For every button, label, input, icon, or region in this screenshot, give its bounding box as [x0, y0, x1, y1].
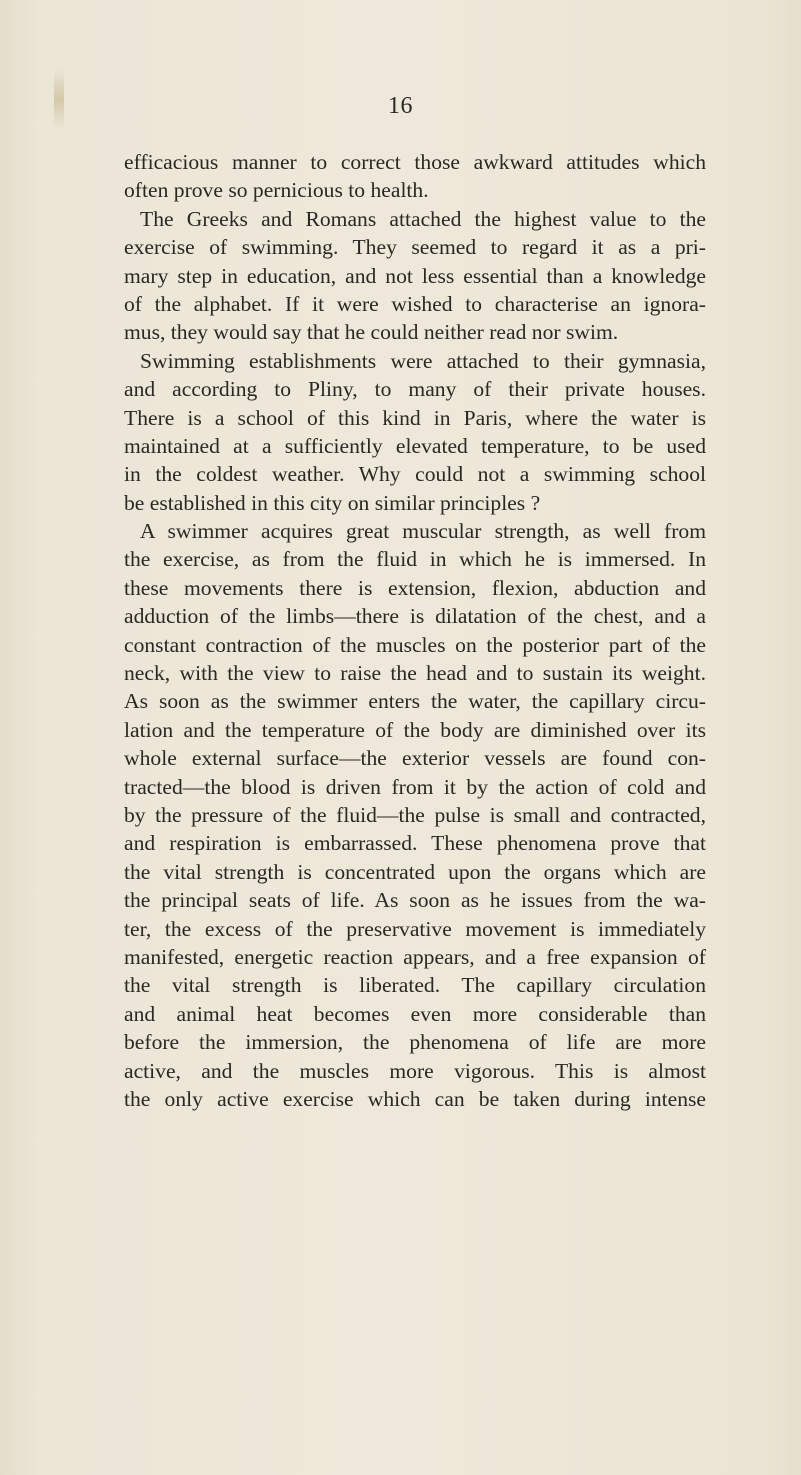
text-line: and respiration is embarrassed. These phenomena prove that	[124, 831, 706, 856]
text-line: constant contraction of the muscles on the posterior part of the	[124, 632, 706, 657]
text-line: the vital strength is concentrated upon the organs which are	[124, 859, 706, 884]
text-line: and animal heat becomes even more considerable than	[124, 1001, 706, 1026]
text-line: before the immersion, the phenomena of life are more	[124, 1030, 706, 1055]
text-line: lation and the temperature of the body are diminished over its	[124, 717, 706, 742]
text-line: adduction of the limbs—there is dilatation of the chest, and a	[124, 604, 706, 629]
text-line: efficacious manner to correct those awkward attitudes which	[124, 150, 706, 174]
text-line: neck, with the view to raise the head and to sustain its weight.	[124, 661, 706, 686]
text-line: by the pressure of the fluid—the pulse is small and contracted,	[124, 802, 706, 827]
text-line: maintained at a sufficiently elevated temperature, to be used	[124, 433, 706, 458]
text-line: these movements there is extension, flexion, abduction and	[124, 575, 706, 600]
text-line: As soon as the swimmer enters the water, the capillary circu-	[124, 689, 706, 714]
text-line: tracted—the blood is driven from it by the action of cold and	[124, 774, 706, 799]
text-line: mus, they would say that he could neither read nor swim.	[124, 320, 619, 345]
text-line: in the coldest weather. Why could not a swimming school	[124, 462, 706, 487]
text-line: There is a school of this kind in Paris, where the water is	[124, 405, 706, 430]
text-line: Swimming establishments were attached to their gymnasia,	[140, 348, 706, 373]
text-line: active, and the muscles more vigorous. This is almost	[124, 1058, 706, 1083]
text-line: the exercise, as from the fluid in which he is immersed. In	[124, 547, 706, 572]
text-line: manifested, energetic reaction appears, and a free expansion of	[124, 944, 706, 969]
body-text	[124, 148, 706, 1113]
page-number: 16	[388, 93, 413, 119]
text-line: often prove so pernicious to health.	[124, 178, 429, 203]
text-line: be established in this city on similar principles ?	[124, 490, 541, 515]
text-line: whole external surface—the exterior vessels are found con-	[124, 746, 706, 771]
text-line: the only active exercise which can be taken during intense	[124, 1086, 706, 1111]
text-line: The Greeks and Romans attached the highest value to the	[140, 206, 706, 231]
text-line: the principal seats of life. As soon as he issues from the wa-	[124, 888, 706, 913]
text-line: mary step in education, and not less essential than a knowledge	[124, 263, 706, 288]
text-line: ter, the excess of the preservative movement is immediately	[124, 916, 706, 941]
text-line: the vital strength is liberated. The capillary circulation	[124, 973, 706, 998]
text-line: A swimmer acquires great muscular strength, as well from	[140, 519, 706, 544]
text-line: and according to Pliny, to many of their private houses.	[124, 377, 706, 402]
text-line: exercise of swimming. They seemed to regard it as a pri-	[124, 235, 706, 260]
text-line: of the alphabet. If it were wished to characterise an ignora-	[124, 291, 706, 316]
